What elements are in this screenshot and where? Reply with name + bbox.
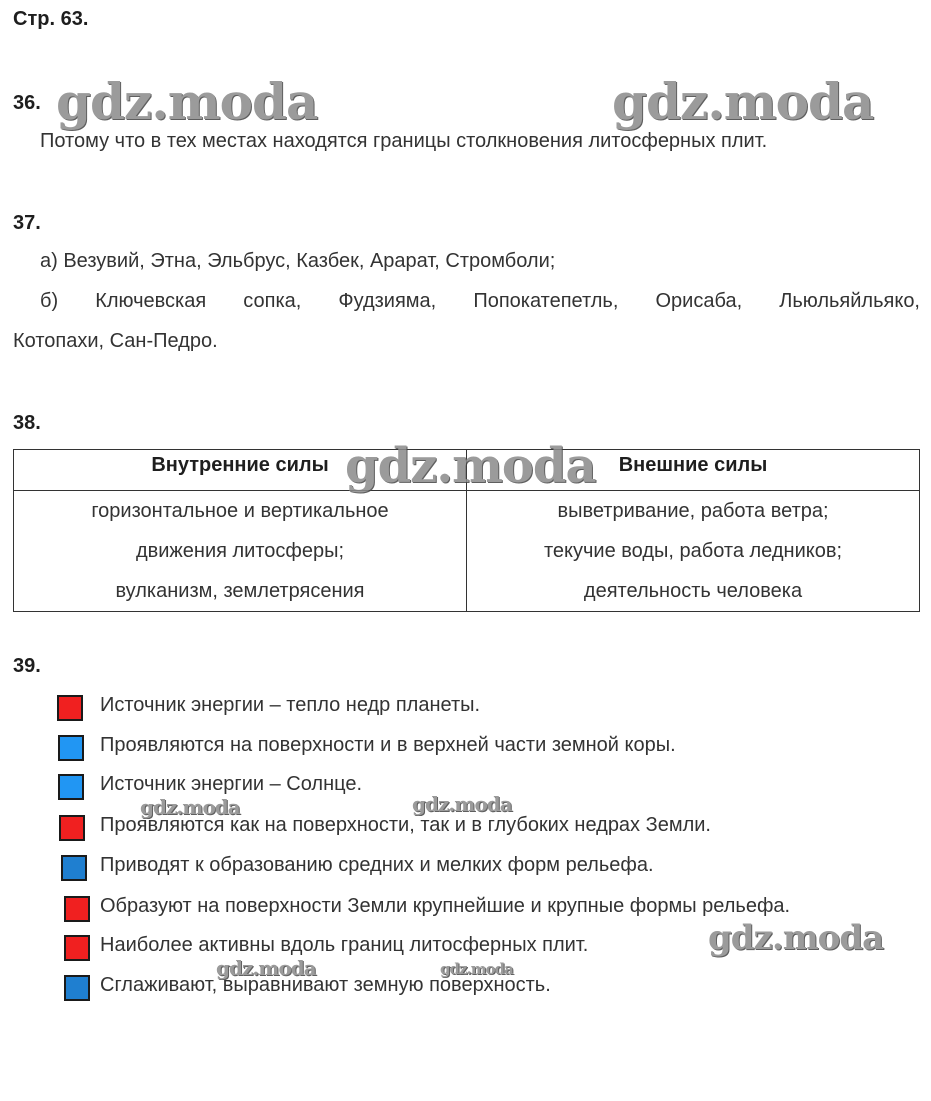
external-forces-cell [467,491,920,612]
watermark: gdz.moda [140,795,240,819]
internal-force-line: движения литосферы; [135,540,345,562]
internal-force-line: вулканизм, землетрясения [115,580,365,602]
internal-force-line: горизонтальное и вертикальное [91,500,389,522]
statement-text: Образуют на поверхности Земли крупнейшие и крупные формы рельефа. [100,895,791,917]
header-internal-forces: Внутренние силы [14,450,467,491]
blue-square-icon [61,855,87,881]
blue-square-icon [58,774,84,800]
watermark: gdz.moda [612,72,874,131]
statement-text: Сглаживают, выравнивают земную поверхность. [100,974,551,996]
question-36-answer: Потому что в тех местах находятся границы столкновения литосферных плит. [40,130,768,152]
question-37-answer-b-cont: Котопахи, Сан-Педро. [13,330,218,352]
external-force-line: деятельность человека [583,580,803,602]
question-37-answer-a: а) Везувий, Этна, Эльбрус, Казбек, Арарат, Стромболи; [40,250,556,272]
watermark: gdz.moda [345,438,596,494]
statement-text: Источник энергии – Солнце. [100,773,363,795]
red-square-icon [64,935,90,961]
watermark: gdz.moda [708,918,884,958]
question-39-number: 39. [13,655,41,677]
blue-square-icon [58,735,84,761]
header-external-forces: Внешние силы [467,450,920,491]
question-37-number: 37. [13,212,41,234]
red-square-icon [59,815,85,841]
statement-text: Проявляются на поверхности и в верхней части земной коры. [100,734,676,756]
red-square-icon [64,896,90,922]
question-38-number: 38. [13,412,41,434]
statement-text: Наиболее активны вдоль границ литосферных плит. [100,934,589,956]
blue-square-icon [64,975,90,1001]
external-force-line: выветривание, работа ветра; [557,500,829,522]
statement-text: Источник энергии – тепло недр планеты. [100,694,481,716]
red-square-icon [57,695,83,721]
question-37-answer-b: б) Ключевская сопка, Фудзияма, Попокатепетль, Орисаба, Льюльяйльяко, [40,290,920,312]
watermark: gdz.moda [56,72,318,131]
statement-text: Проявляются как на поверхности, так и в глубоких недрах Земли. [100,814,711,836]
watermark: gdz.moda [412,792,512,816]
watermark: gdz.moda [216,956,316,980]
statement-text: Приводят к образованию средних и мелких форм рельефа. [100,854,654,876]
internal-forces-cell [14,491,467,612]
external-force-line: текучие воды, работа ледников; [543,540,843,562]
watermark: gdz.moda [440,960,513,978]
question-36-number: 36. [13,92,41,114]
page-number: Стр. 63. [13,8,89,30]
